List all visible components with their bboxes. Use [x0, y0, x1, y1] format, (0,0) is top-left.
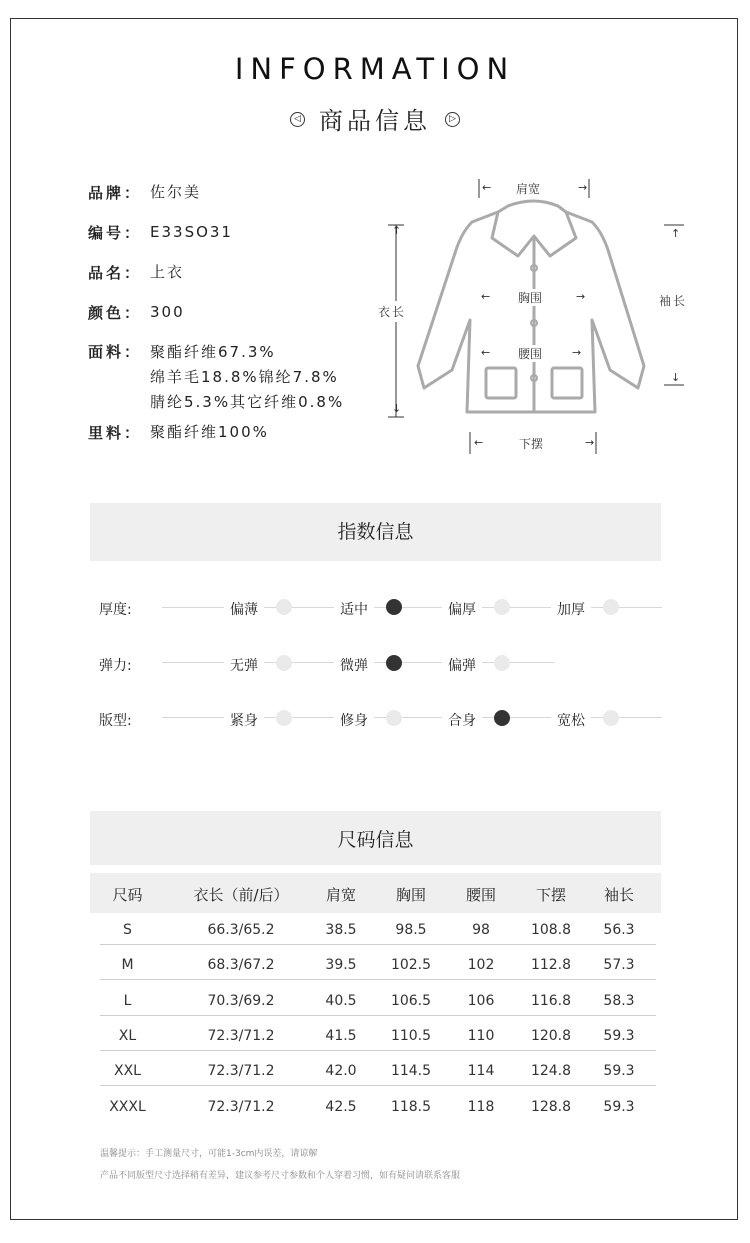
table-row-divider — [100, 979, 656, 980]
left-arrow-icon: ◁ — [290, 112, 305, 127]
index-dot-selected — [386, 655, 402, 671]
right-arrow-icon: ▷ — [445, 112, 460, 127]
table-cell: 108.8 — [530, 922, 572, 938]
index-dot-selected — [494, 710, 510, 726]
table-cell: L — [123, 993, 132, 1009]
arrow-up-icon: ↑ — [392, 224, 402, 237]
arrow-right-icon: → — [578, 181, 588, 194]
table-cell: M — [121, 957, 134, 973]
jacket-diagram — [370, 170, 710, 460]
table-cell: 38.5 — [325, 922, 357, 938]
table-cell: 40.5 — [325, 993, 357, 1009]
spec-key: 品名： — [88, 264, 143, 282]
table-cell: 98.5 — [395, 922, 427, 938]
spec-value: E33SO31 — [150, 223, 233, 241]
index-option: 无弹 — [224, 655, 264, 675]
table-cell: 59.3 — [603, 1028, 635, 1044]
table-row-divider — [100, 1085, 656, 1086]
table-header-cell: 衣长（前/后） — [193, 886, 289, 904]
spec-key: 颜色： — [88, 304, 143, 322]
spec-value-line: 腈纶5.3%其它纤维0.8% — [150, 393, 345, 411]
index-dot — [603, 599, 619, 615]
arrow-down-icon: ↓ — [392, 402, 402, 415]
shoulder-label: 肩宽 — [510, 180, 546, 197]
index-option: 合身 — [442, 710, 482, 730]
index-option: 微弹 — [334, 655, 374, 675]
arrow-up-icon: ↑ — [671, 227, 681, 240]
spec-value: 聚酯纤维100% — [150, 423, 269, 441]
table-cell: 114 — [467, 1063, 495, 1079]
arrow-left-icon: ← — [481, 290, 491, 303]
table-cell: 42.0 — [325, 1063, 357, 1079]
table-header-cell: 腰围 — [465, 886, 496, 904]
index-dot — [276, 655, 292, 671]
index-option: 宽松 — [551, 710, 591, 730]
table-cell: 106 — [467, 993, 495, 1009]
table-cell: 39.5 — [325, 957, 357, 973]
index-dot — [276, 710, 292, 726]
spec-value: 上衣 — [150, 263, 185, 281]
table-cell: 110 — [467, 1028, 495, 1044]
table-cell: XXL — [114, 1063, 141, 1079]
index-option: 适中 — [334, 599, 374, 619]
index-option: 加厚 — [551, 599, 591, 619]
spec-value-line: 聚酯纤维67.3% — [150, 343, 276, 361]
spec-code — [88, 222, 233, 243]
table-cell: 128.8 — [530, 1099, 572, 1115]
note-line: 温馨提示：手工测量尺寸，可能1-3cm内误差，请谅解 — [100, 1149, 318, 1159]
index-dot — [386, 710, 402, 726]
table-cell: 72.3/71.2 — [207, 1063, 275, 1079]
spec-color — [88, 302, 185, 323]
spec-value-block — [150, 340, 344, 415]
table-cell: 110.5 — [390, 1028, 432, 1044]
table-cell: 116.8 — [530, 993, 572, 1009]
spec-value: 300 — [150, 303, 185, 321]
table-cell: 56.3 — [603, 922, 635, 938]
index-label-elasticity: 弹力: — [99, 658, 132, 674]
table-cell: 102 — [467, 957, 495, 973]
arrow-right-icon: → — [585, 436, 595, 449]
table-header-cell: 胸围 — [395, 886, 426, 904]
table-cell: 112.8 — [530, 957, 572, 973]
index-dot-selected — [386, 599, 402, 615]
table-cell: XL — [118, 1028, 137, 1044]
table-cell: 102.5 — [390, 957, 432, 973]
spec-fabric — [88, 340, 344, 415]
table-cell: 72.3/71.2 — [207, 1028, 275, 1044]
table-cell: 59.3 — [603, 1099, 635, 1115]
table-cell: 66.3/65.2 — [207, 922, 275, 938]
table-cell: 59.3 — [603, 1063, 635, 1079]
index-dot — [276, 599, 292, 615]
table-row-divider — [100, 1050, 656, 1051]
arrow-down-icon: ↓ — [671, 371, 681, 384]
hem-label: 下摆 — [519, 437, 544, 451]
table-cell: 98 — [472, 922, 490, 938]
table-cell: 72.3/71.2 — [207, 1099, 275, 1115]
table-cell: 124.8 — [530, 1063, 572, 1079]
table-cell: 42.5 — [325, 1099, 357, 1115]
spec-value: 佐尔美 — [150, 183, 202, 201]
spec-brand — [88, 182, 201, 203]
table-header-cell: 尺码 — [112, 886, 143, 904]
index-option: 偏薄 — [224, 599, 264, 619]
table-header-cell: 肩宽 — [325, 886, 356, 904]
index-section-title: 指数信息 — [90, 503, 661, 561]
index-option: 紧身 — [224, 710, 264, 730]
spec-value-line: 绵羊毛18.8%锦纶7.8% — [150, 368, 339, 386]
table-cell: XXXL — [109, 1099, 146, 1115]
spec-key: 品牌： — [88, 184, 143, 202]
note-line: 产品不同版型尺寸选择稍有差异，建议参考尺寸参数和个人穿着习惯，如有疑问请联系客服 — [100, 1171, 461, 1181]
index-option: 偏厚 — [442, 599, 482, 619]
chest-label: 胸围 — [512, 289, 548, 306]
index-label-thickness: 厚度: — [99, 602, 132, 618]
arrow-left-icon: ← — [481, 346, 491, 359]
waist-label: 腰围 — [512, 345, 548, 362]
index-dot — [494, 599, 510, 615]
size-section-title: 尺码信息 — [90, 811, 661, 865]
index-label-fit: 版型: — [99, 713, 132, 729]
title-chinese — [0, 101, 750, 136]
table-cell: 68.3/67.2 — [207, 957, 275, 973]
spec-key: 面料： — [88, 343, 143, 361]
table-row-divider — [100, 1015, 656, 1016]
index-option: 修身 — [334, 710, 374, 730]
table-cell: 106.5 — [390, 993, 432, 1009]
table-row-divider — [100, 944, 656, 945]
table-cell: 120.8 — [530, 1028, 572, 1044]
table-cell: 70.3/69.2 — [207, 993, 275, 1009]
table-cell: S — [123, 922, 132, 938]
table-cell: 114.5 — [390, 1063, 432, 1079]
index-option: 偏弹 — [442, 655, 482, 675]
arrow-left-icon: ← — [474, 436, 484, 449]
spec-key: 里料： — [88, 424, 143, 442]
table-header-cell: 下摆 — [535, 886, 566, 904]
sleeve-label: 袖长 — [659, 294, 688, 308]
table-cell: 118 — [467, 1099, 495, 1115]
index-dot — [494, 655, 510, 671]
title-english: INFORMATION — [234, 52, 516, 86]
title-chinese-text: 商品信息 — [319, 107, 431, 135]
arrow-left-icon: ← — [482, 181, 492, 194]
arrow-right-icon: → — [576, 290, 586, 303]
arrow-right-icon: → — [572, 346, 582, 359]
index-dot — [603, 710, 619, 726]
table-cell: 118.5 — [390, 1099, 432, 1115]
length-label: 衣长 — [378, 301, 406, 322]
table-cell: 58.3 — [603, 993, 635, 1009]
spec-name — [88, 262, 184, 283]
spec-key: 编号： — [88, 224, 143, 242]
table-header-cell: 袖长 — [603, 886, 634, 904]
spec-lining — [88, 422, 269, 443]
table-cell: 57.3 — [603, 957, 635, 973]
table-cell: 41.5 — [325, 1028, 357, 1044]
